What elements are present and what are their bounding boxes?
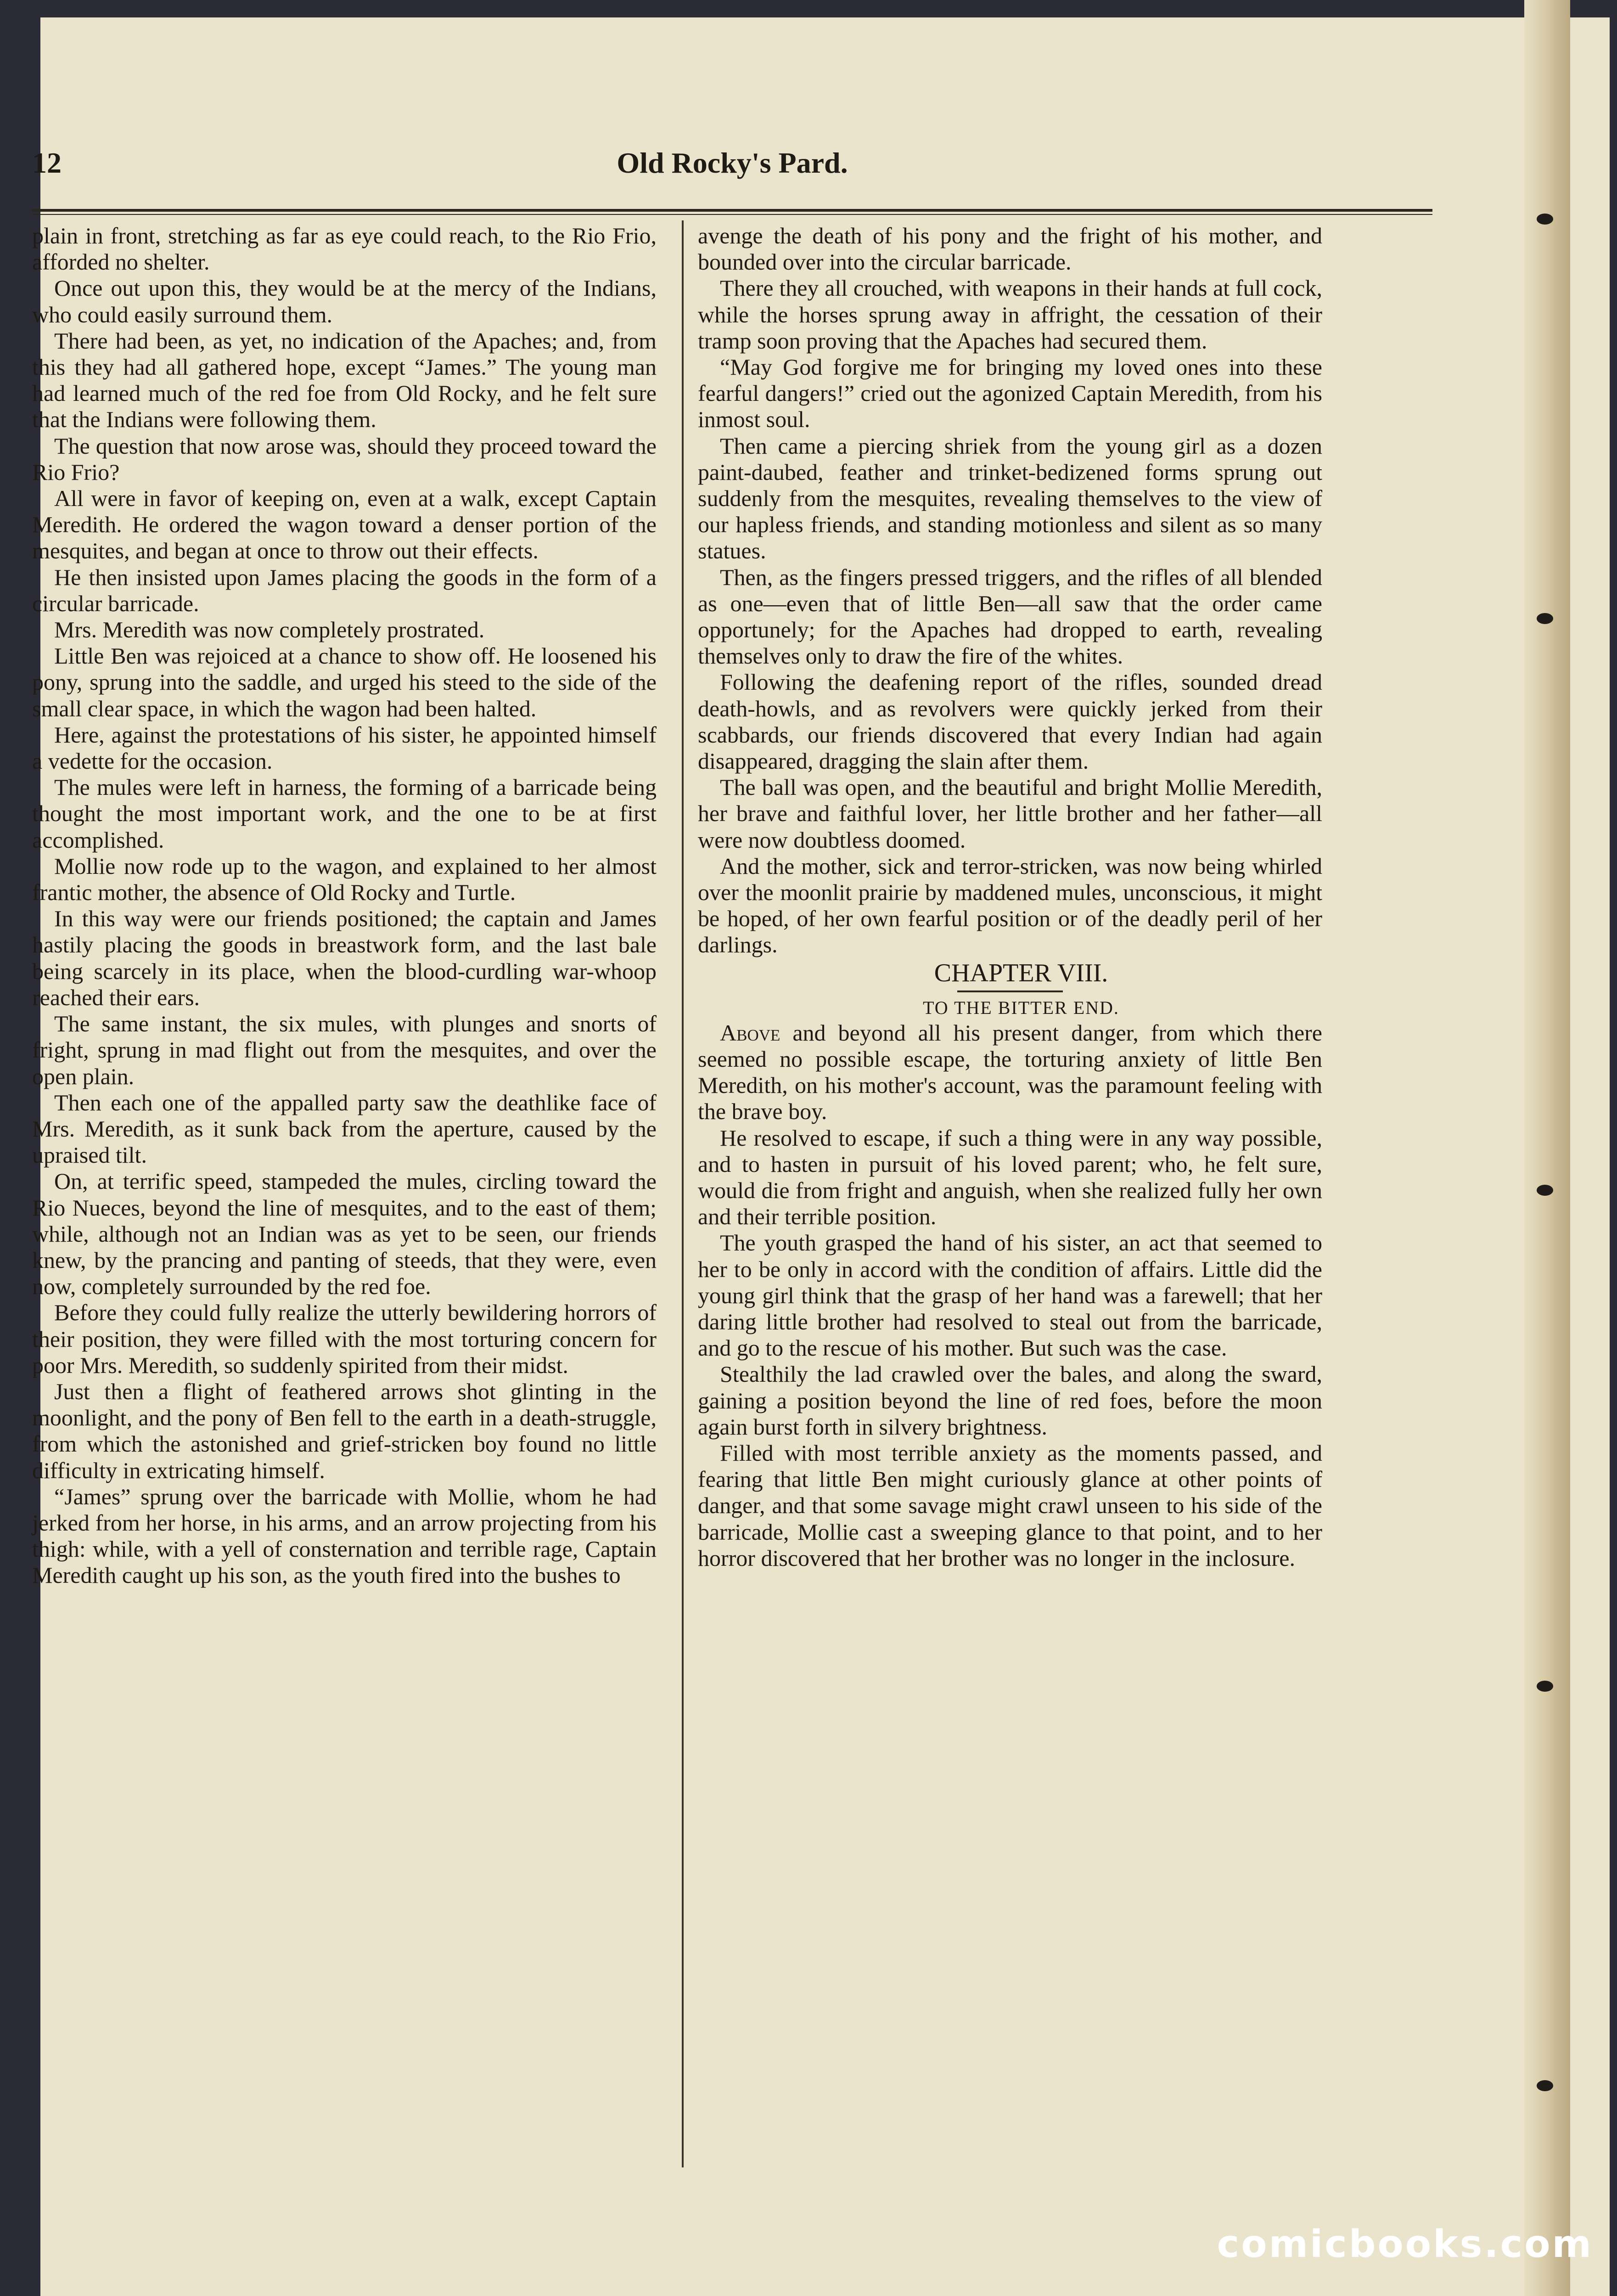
paragraph: Little Ben was rejoiced at a chance to show off. He loosened his pony, sprung into the saddle, and urged his steed to the side of the small clear space, in which the wagon had been halted.: [32, 643, 657, 721]
page-number: 12: [32, 146, 62, 179]
binding-hole: [1537, 1185, 1553, 1196]
column-divider: [682, 220, 684, 2167]
paragraph: In this way were our friends positioned; the captain and James hastily placing the goods in breastwork form, and the last bale being scarcely in its place, when the blood-curdling war-whoop reached their ears.: [32, 906, 657, 1010]
paragraph: He then insisted upon James placing the goods in the form of a circular barricade.: [32, 564, 657, 616]
page-gutter: [1524, 0, 1570, 2296]
paragraph: [698, 1020, 1322, 1125]
paragraph: Before they could fully realize the utterly bewildering horrors of their position, they were filled with the most torturing concern for poor Mrs. Meredith, so suddenly spirited from their midst.: [32, 1300, 657, 1378]
drop-lead-word: Above: [720, 1019, 780, 1046]
chapter-rule: [957, 990, 1063, 992]
paragraph: Once out upon this, they would be at the mercy of the Indians, who could easily surround them.: [32, 275, 657, 327]
paragraph: All were in favor of keeping on, even at a walk, except Captain Meredith. He ordered the wagon toward a denser portion of the mesquites, and began at once to throw out their effects.: [32, 485, 657, 564]
paragraph: Following the deafening report of the rifles, sounded dread death-howls, and as revolvers were quickly jerked from their scabbards, our friends discovered that every Indian had again disappeared, dragging the slain after them.: [698, 669, 1322, 774]
paragraph: Stealthily the lad crawled over the bales, and along the sward, gaining a position beyond the line of red foes, before the moon again burst forth in silvery brightness.: [698, 1361, 1322, 1440]
binding-hole: [1537, 613, 1553, 624]
page-header: [32, 138, 1432, 188]
chapter-subtitle: TO THE BITTER END.: [923, 997, 1119, 1018]
paragraph: Then each one of the appalled party saw the deathlike face of Mrs. Meredith, as it sunk back from the aperture, caused by the upraised tilt.: [32, 1089, 657, 1168]
paragraph: “James” sprung over the barricade with Mollie, whom he had jerked from her horse, in his arms, and an arrow projecting from his thigh: while, with a yell of consternation and terrible rage, Captain Meredith caught up his son, as the youth fired into the bushes to: [32, 1483, 657, 1588]
paragraph: The youth grasped the hand of his sister, an act that seemed to her to be only in accord with the condition of affairs. Little did the young girl think that the grasp of her hand was a farewell; that her daring little brother had resolved to steal out from the barricade, and go to the rescue of his mother. But such was the case.: [698, 1230, 1322, 1361]
site-watermark: comicbooks.com: [1217, 2223, 1593, 2266]
paragraph: There they all crouched, with weapons in their hands at full cock, while the horses sprung away in affright, the cessation of their tramp soon proving that the Apaches had secured them.: [698, 275, 1322, 354]
paragraph: Mrs. Meredith was now completely prostrated.: [54, 617, 485, 643]
paragraph-text: and beyond all his present danger, from which there seemed no possible escape, the torturing anxiety of little Ben Meredith, on his mother's account, was the paramount feeling with the brave boy.: [698, 1019, 1322, 1125]
paragraph: He resolved to escape, if such a thing were in any way possible, and to hasten in pursuit of his loved parent; who, he felt sure, would die from fright and anguish, when she realized fully her own and their terrible position.: [698, 1125, 1322, 1230]
binding-hole: [1537, 1681, 1553, 1692]
paragraph: Then came a piercing shriek from the young girl as a dozen paint-daubed, feather and trinket-bedizened forms sprung out suddenly from the mesquites, revealing themselves to the view of our hapless friends, and standing motionless and silent as so many statues.: [698, 433, 1322, 564]
chapter-heading: CHAPTER VIII.: [934, 958, 1108, 987]
paragraph: Then, as the fingers pressed triggers, and the rifles of all blended as one—even that of little Ben—all saw that the order came opportunely; for the Apaches had dropped to earth, revealing themselves only to draw the fire of the whites.: [698, 564, 1322, 669]
paragraph: There had been, as yet, no indication of the Apaches; and, from this they had all gathered hope, except “James.” The young man had learned much of the red foe from Old Rocky, and he felt sure that the Indians were following them.: [32, 327, 657, 433]
paragraph: plain in front, stretching as far as eye could reach, to the Rio Frio, afforded no shelter.: [32, 223, 657, 275]
paragraph: “May God forgive me for bringing my loved ones into these fearful dangers!” cried out the agonized Captain Meredith, from his inmost soul.: [698, 354, 1322, 433]
paragraph: Filled with most terrible anxiety as the moments passed, and fearing that little Ben might curiously glance at other points of danger, and that some savage might crawl unseen to his side of the barricade, Mollie cast a sweeping glance to that point, and to her horror discovered that her brother was no longer in the inclosure.: [698, 1440, 1322, 1571]
paragraph: The same instant, the six mules, with plunges and snorts of fright, sprung in mad flight out from the mesquites, and over the open plain.: [32, 1011, 657, 1089]
left-column: [32, 223, 657, 1589]
paragraph: Mollie now rode up to the wagon, and explained to her almost frantic mother, the absence of Old Rocky and Turtle.: [32, 853, 657, 906]
header-rule-thin: [32, 214, 1432, 215]
header-rule: [32, 209, 1432, 212]
paragraph: On, at terrific speed, stampeded the mules, circling toward the Rio Nueces, beyond the line of mesquites, and to the east of them; while, although not an Indian was as yet to be seen, our friends knew, by the prancing and panting of steeds, that they were, even now, completely surrounded by the red foe.: [32, 1168, 657, 1300]
paragraph: The question that now arose was, should they proceed toward the Rio Frio?: [32, 433, 657, 485]
binding-hole: [1537, 2080, 1553, 2091]
paragraph: Just then a flight of feathered arrows shot glinting in the moonlight, and the pony of Ben fell to the earth in a death-struggle, from which the astonished and grief-stricken boy found no little difficulty in extricating himself.: [32, 1378, 657, 1483]
paragraph: Here, against the protestations of his sister, he appointed himself a vedette for the occasion.: [32, 721, 657, 774]
paragraph: And the mother, sick and terror-stricken, was now being whirled over the moonlit prairie by maddened mules, unconscious, it might be hoped, of her own fearful position or of the deadly peril of her darlings.: [698, 853, 1322, 958]
paragraph: The mules were left in harness, the forming of a barricade being thought the most important work, and the one to be at first accomplished.: [32, 774, 657, 853]
running-title: Old Rocky's Pard.: [617, 146, 848, 179]
paragraph: avenge the death of his pony and the fright of his mother, and bounded over into the circular barricade.: [698, 223, 1322, 275]
binding-hole: [1537, 214, 1553, 225]
right-column: [698, 223, 1322, 1571]
paragraph: The ball was open, and the beautiful and bright Mollie Meredith, her brave and faithful lover, her little brother and her father—all were now doubtless doomed.: [698, 774, 1322, 853]
